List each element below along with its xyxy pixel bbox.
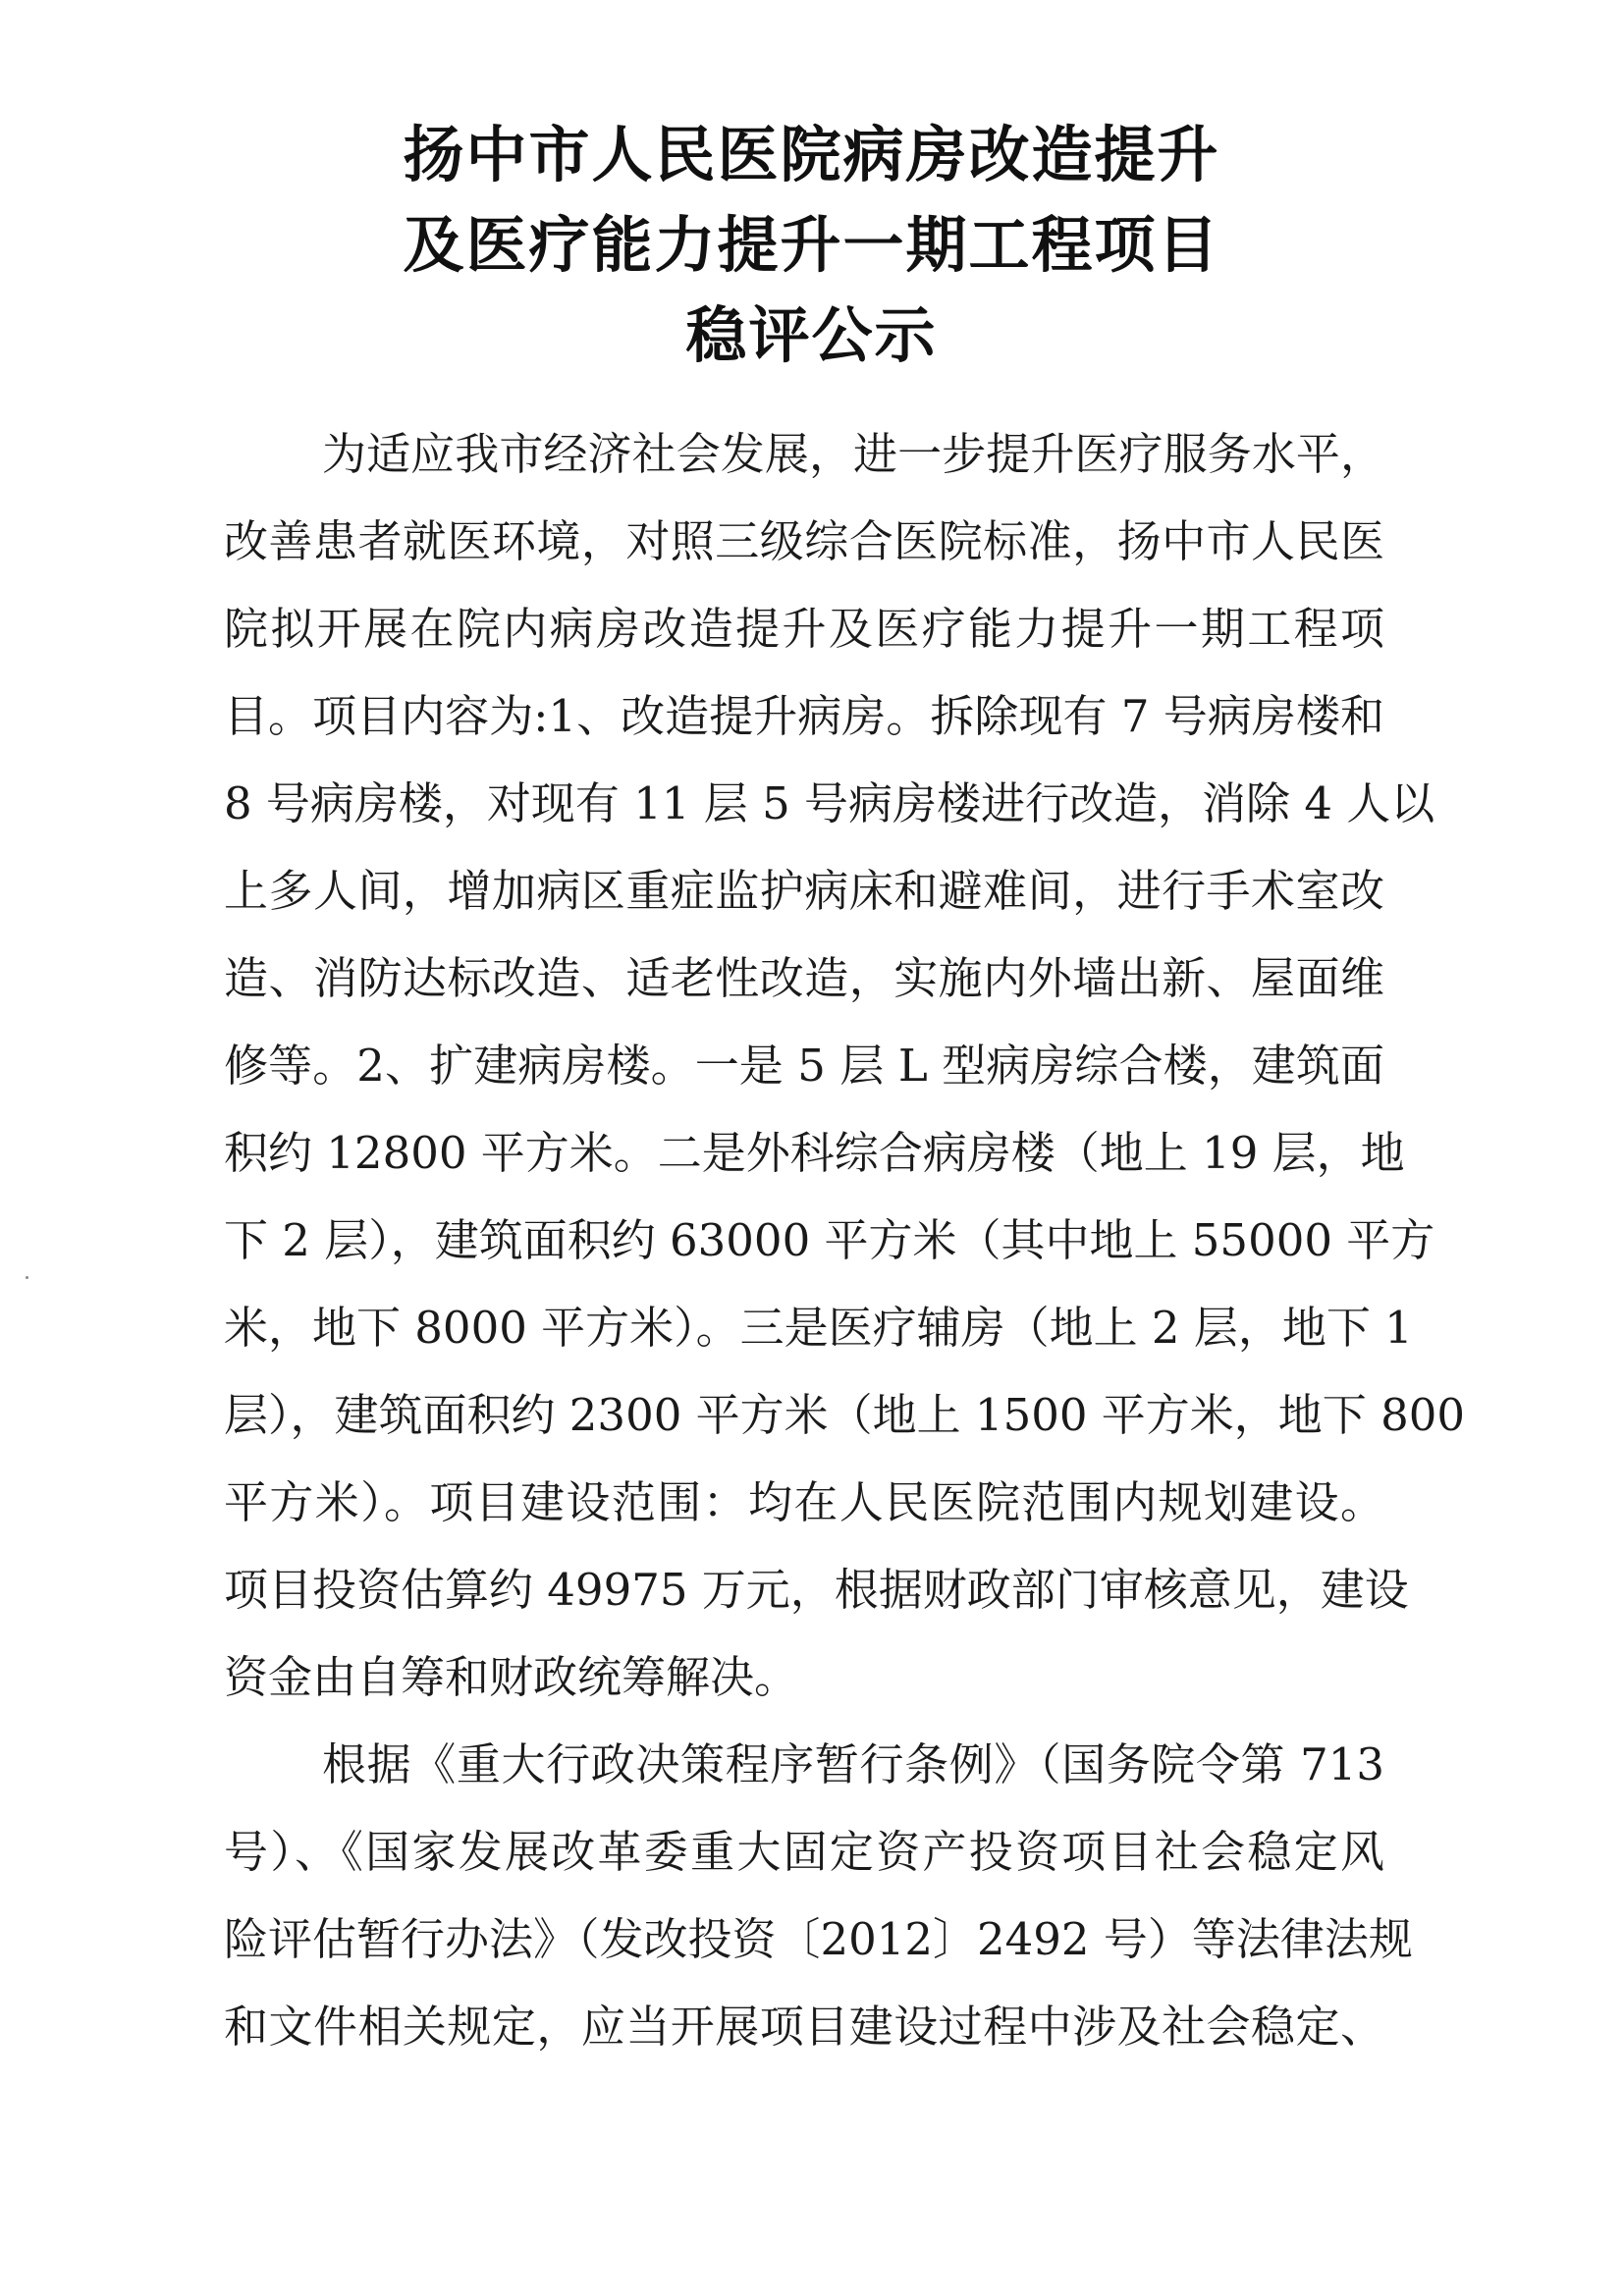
paragraph-project-overview [224, 410, 1465, 1721]
text-line: 和文件相关规定，应当开展项目建设过程中涉及社会稳定、 [224, 2001, 1384, 2053]
text-line: 造、消防达标改造、适老性改造，实施内外墙出新、屋面维 [224, 952, 1384, 1004]
text-line: 资金由自筹和财政统筹解决。 [224, 1651, 799, 1703]
title-line-1: 扬中市人民医院病房改造提升 [403, 119, 1220, 190]
text-line: 8 号病房楼，对现有 11 层 5 号病房楼进行改造，消除 4 人以 [224, 777, 1435, 829]
text-line: 修等。2、扩建病房楼。一是 5 层 L 型病房综合楼，建筑面 [224, 1040, 1384, 1092]
text-line: 下 2 层），建筑面积约 63000 平方米（其中地上 55000 平方 [224, 1214, 1435, 1266]
document-title [0, 110, 1623, 381]
text-line: 层），建筑面积约 2300 平方米（地上 1500 平方米，地下 800 [224, 1389, 1465, 1441]
text-line: 米，地下 8000 平方米）。三是医疗辅房（地上 2 层，地下 1 [224, 1302, 1413, 1354]
text-line: 目。项目内容为:1、改造提升病房。拆除现有 7 号病房楼和 [224, 690, 1384, 742]
text-line: 上多人间，增加病区重症监护病床和避难间，进行手术室改 [224, 865, 1384, 917]
title-line-2: 及医疗能力提升一期工程项目 [403, 209, 1220, 281]
text-line: 改善患者就医环境，对照三级综合医院标准，扬中市人民医 [224, 515, 1384, 567]
text-line: 平方米）。项目建设范围：均在人民医院范围内规划建设。 [224, 1476, 1384, 1528]
text-line: 项目投资估算约 49975 万元，根据财政部门审核意见，建设 [224, 1564, 1409, 1616]
text-line: 险评估暂行办法》（发改投资〔2012〕2492 号）等法律法规 [224, 1913, 1413, 1965]
text-line: 号）、《国家发展改革委重大固定资产投资项目社会稳定风 [224, 1826, 1384, 1878]
paragraph-legal-basis [224, 1721, 1413, 2070]
text-line: 院拟开展在院内病房改造提升及医疗能力提升一期工程项 [224, 603, 1384, 655]
text-line: 为适应我市经济社会发展，进一步提升医疗服务水平， [322, 428, 1384, 480]
text-line: 积约 12800 平方米。二是外科综合病房楼（地上 19 层，地 [224, 1127, 1405, 1179]
title-line-3: 稳评公示 [685, 299, 938, 371]
document-body [224, 410, 1465, 2070]
text-line: 根据《重大行政决策程序暂行条例》（国务院令第 713 [322, 1738, 1384, 1790]
scan-speck [26, 1276, 28, 1279]
